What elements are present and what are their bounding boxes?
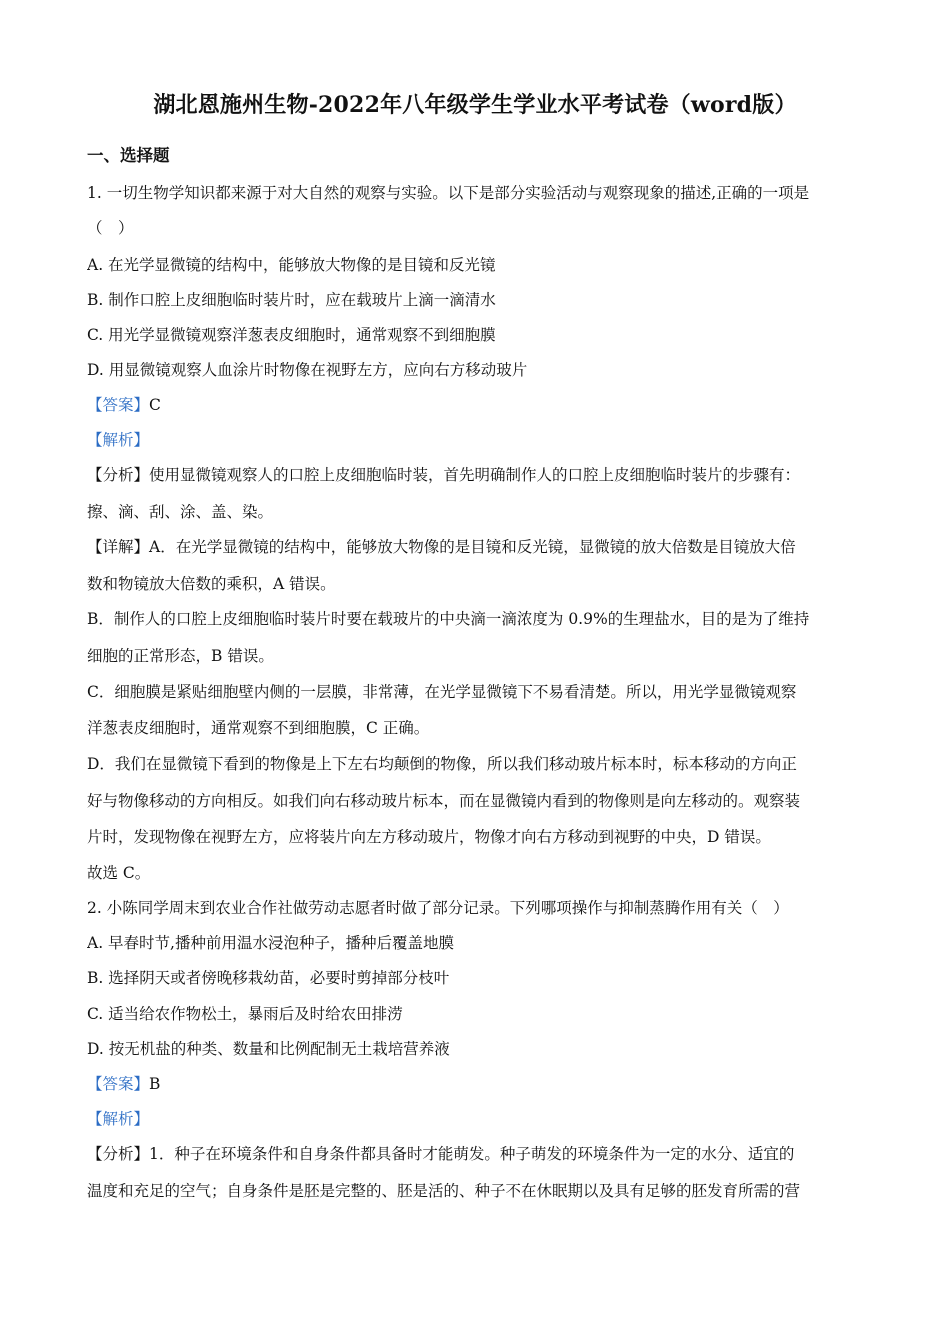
q1-answer-value: C: [149, 396, 161, 414]
q1-detail-line2: 数和物镜放大倍数的乘积，A 错误。: [87, 575, 336, 593]
q2-option-a: A. 早春时节,播种前用温水浸泡种子，播种后覆盖地膜: [87, 934, 454, 952]
q1-option-c: C. 用光学显微镜观察洋葱表皮细胞时，通常观察不到细胞膜: [87, 326, 496, 344]
q1-analysis-label: 【解析】: [87, 431, 150, 449]
q1-option-a: A. 在光学显微镜的结构中，能够放大物像的是目镜和反光镜: [87, 256, 496, 274]
q1-answer-label: 【答案】: [87, 396, 150, 414]
q1-detail-line9: 片时，发现物像在视野左方，应将装片向左方移动玻片，物像才向右方移动到视野的中央，D 错误。: [87, 828, 771, 846]
q2-option-b: B. 选择阴天或者傍晚移栽幼苗，必要时剪掉部分枝叶: [87, 969, 450, 987]
q1-detail-line8: 好与物像移动的方向相反。如我们向右移动玻片标本，而在显微镜内看到的物像则是向左移动的。观察装: [87, 792, 801, 810]
document-title: 湖北恩施州生物-2022年八年级学生学业水平考试卷（word版）: [153, 92, 797, 118]
q1-fenxi-line2: 擦、滴、刮、涂、盖、染。: [87, 503, 274, 521]
q2-option-c: C. 适当给农作物松土，暴雨后及时给农田排涝: [87, 1005, 403, 1023]
q1-detail-line6: 洋葱表皮细胞时，通常观察不到细胞膜，C 正确。: [87, 719, 430, 737]
q1-stem-line1: 1. 一切生物学知识都来源于对大自然的观察与实验。以下是部分实验活动与观察现象的描述,正确的一项是: [87, 184, 810, 202]
q1-conclusion: 故选 C。: [87, 864, 151, 882]
q1-detail-line5: C．细胞膜是紧贴细胞壁内侧的一层膜，非常薄，在光学显微镜下不易看清楚。所以，用光学显微镜观察: [87, 683, 797, 701]
q2-answer-value: B: [149, 1075, 161, 1093]
q1-detail-line4: 细胞的正常形态，B 错误。: [87, 647, 274, 665]
q1-answer: [87, 393, 867, 417]
q1-stem-line2: （ ）: [87, 219, 134, 237]
section-heading: 一、选择题: [87, 146, 170, 165]
q2-fenxi-line2: 温度和充足的空气；自身条件是胚是完整的、胚是活的、种子不在休眠期以及具有足够的胚发育所需的营: [87, 1182, 801, 1200]
q1-option-b: B. 制作口腔上皮细胞临时装片时，应在载玻片上滴一滴清水: [87, 291, 496, 309]
q1-detail-line1: 【详解】A．在光学显微镜的结构中，能够放大物像的是目镜和反光镜，显微镜的放大倍数是目镜放大倍: [87, 538, 796, 556]
q1-option-d: D. 用显微镜观察人血涂片时物像在视野左方，应向右方移动玻片: [87, 361, 528, 379]
q2-answer-label: 【答案】: [87, 1075, 150, 1093]
q1-detail-line7: D．我们在显微镜下看到的物像是上下左右均颠倒的物像，所以我们移动玻片标本时，标本移动的方向正: [87, 755, 797, 773]
q2-stem: 2. 小陈同学周末到农业合作社做劳动志愿者时做了部分记录。下列哪项操作与抑制蒸腾作用有关（ ）: [87, 899, 789, 917]
q1-fenxi-line1: 【分析】使用显微镜观察人的口腔上皮细胞临时装，首先明确制作人的口腔上皮细胞临时装片的步骤有：: [87, 466, 801, 484]
q2-answer: [87, 1072, 867, 1096]
q1-detail-line3: B．制作人的口腔上皮细胞临时装片时要在载玻片的中央滴一滴浓度为 0.9%的生理盐水，目的是为了维持: [87, 610, 810, 628]
q2-fenxi-line1: 【分析】1．种子在环境条件和自身条件都具备时才能萌发。种子萌发的环境条件为一定的水分、适宜的: [87, 1145, 795, 1163]
q2-option-d: D. 按无机盐的种类、数量和比例配制无土栽培营养液: [87, 1040, 450, 1058]
q2-analysis-label: 【解析】: [87, 1110, 150, 1128]
